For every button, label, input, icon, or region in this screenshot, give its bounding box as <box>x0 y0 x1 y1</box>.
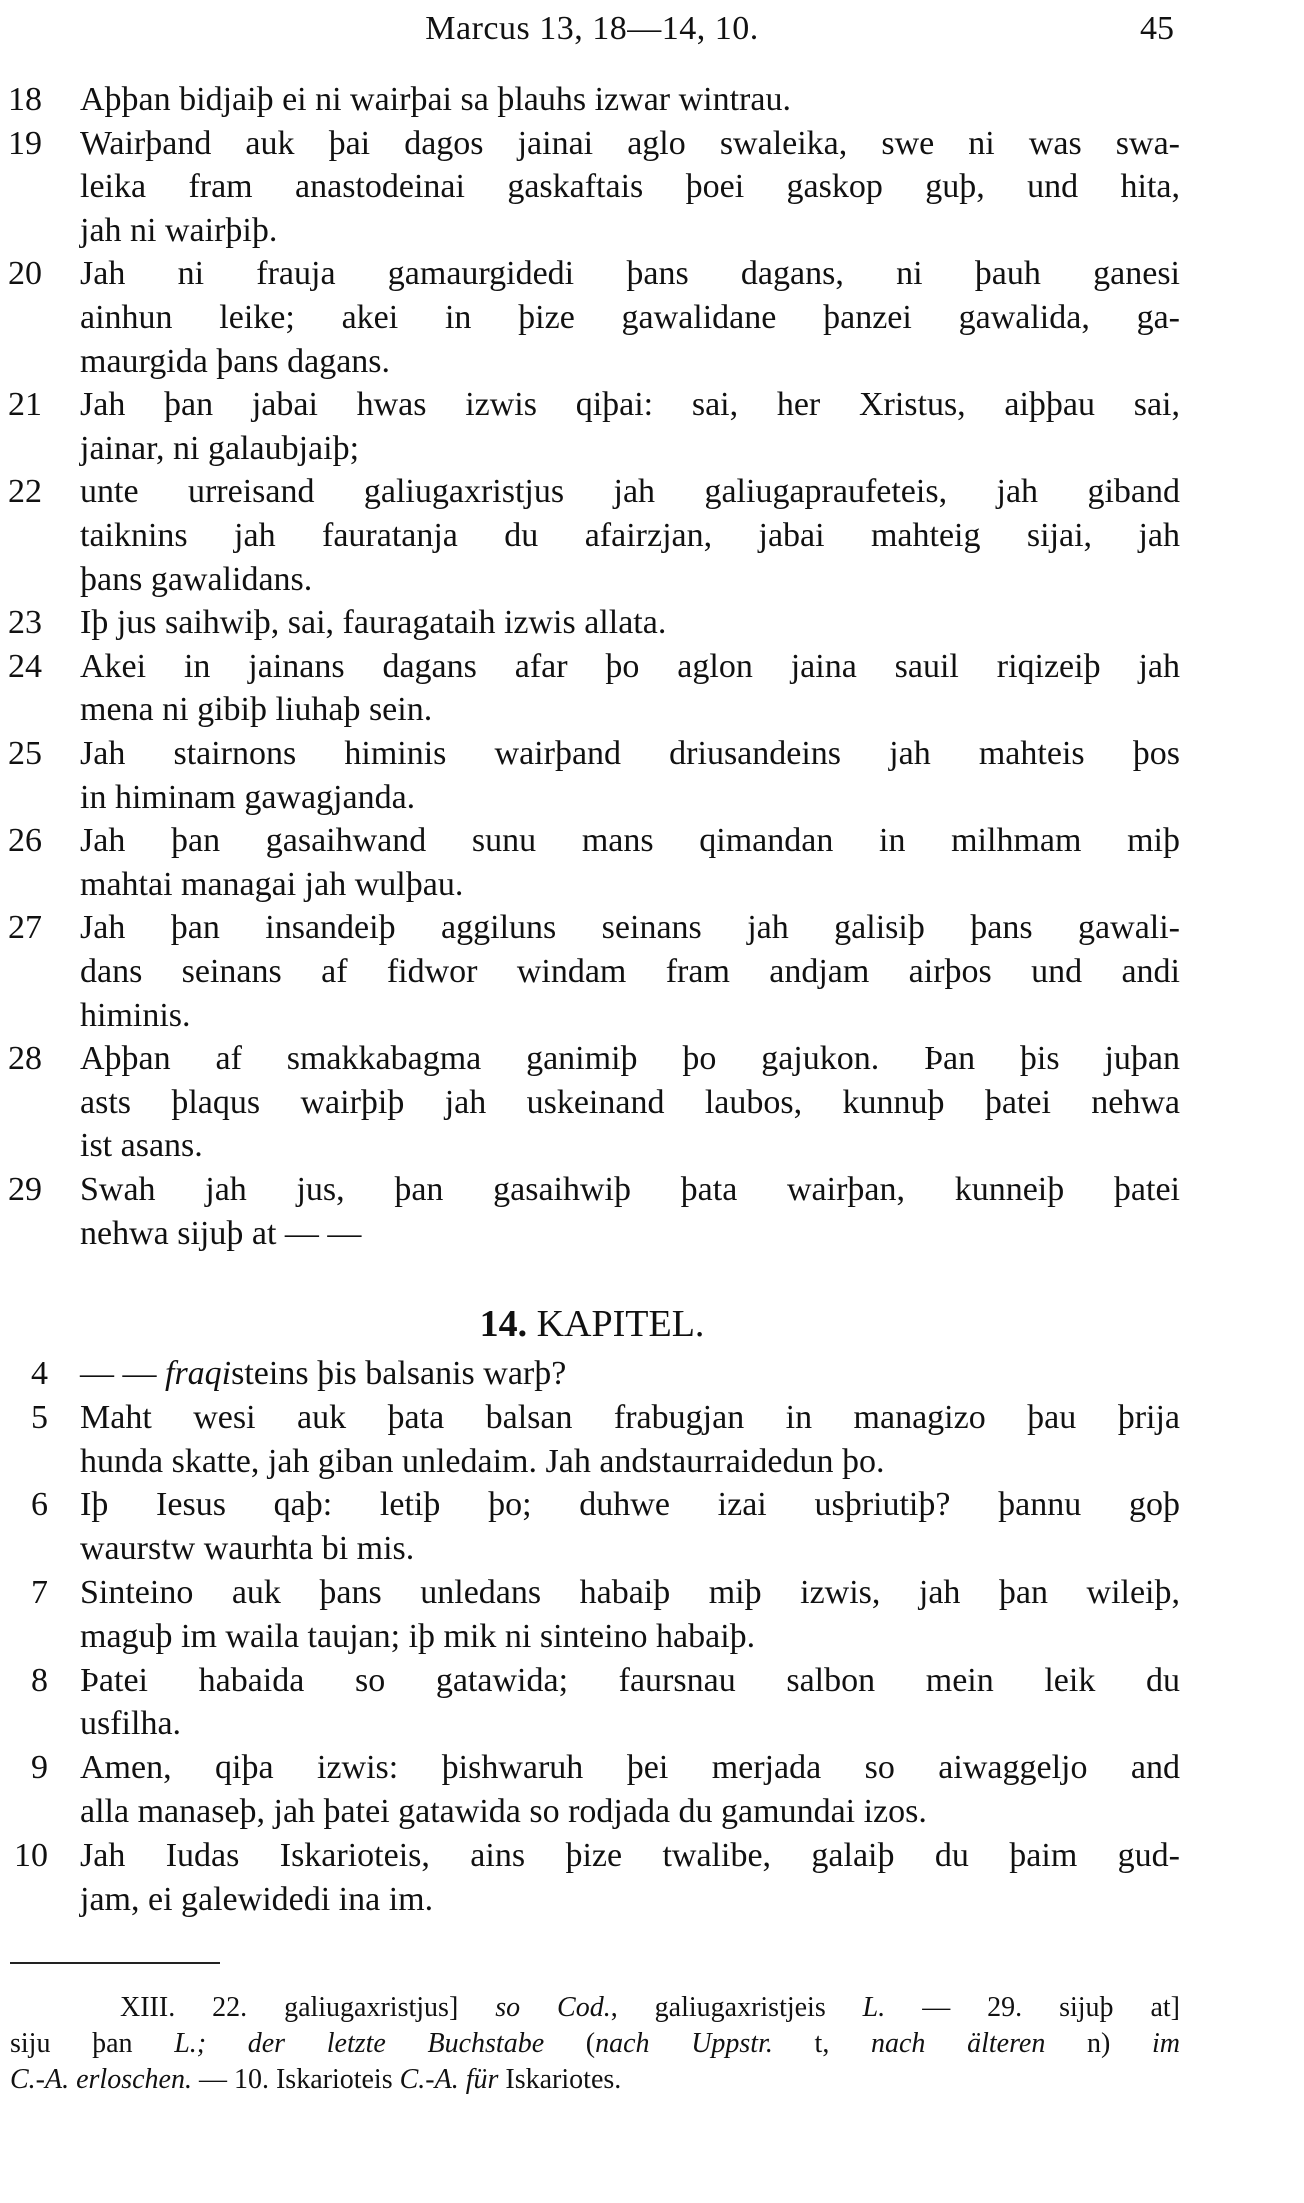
verse-line <box>0 122 1304 166</box>
verse-line <box>0 1615 1304 1659</box>
verse-text: Wairþand auk þai dagos jainai aglo swaleika, swe ni was swa- <box>80 124 1180 162</box>
verse-text: leika fram anastodeinai gaskaftais þoei gaskop guþ, und hita, <box>80 168 1180 206</box>
verse-text: unte urreisand galiugaxristjus jah galiugapraufeteis, jah giband <box>80 473 1180 511</box>
verse-text: Amen, qiþa izwis: þishwaruh þei merjada so aiwaggeljo and <box>80 1749 1180 1787</box>
verse-line <box>0 776 1304 820</box>
verse-number: 19 <box>8 124 42 162</box>
verse-line <box>0 1571 1304 1615</box>
verse-text: Sinteino auk þans unledans habaiþ miþ izwis, jah þan wileiþ, <box>80 1574 1180 1611</box>
verse-text: jainar, ni galaubjaiþ; <box>80 429 360 467</box>
verse-text: jam, ei galewidedi ina im. <box>80 1880 434 1918</box>
verse-line <box>0 732 1304 776</box>
verse-number: 28 <box>8 1040 42 1078</box>
verse-number: 4 <box>31 1355 48 1392</box>
verse-line <box>0 165 1304 209</box>
verse-line <box>0 906 1304 950</box>
verse-number: 22 <box>8 473 42 511</box>
verse-text: himinis. <box>80 996 191 1034</box>
verse-line <box>0 1352 1304 1396</box>
verse-text: Akei in jainans dagans afar þo aglon jaina sauil riqizeiþ jah <box>80 647 1180 685</box>
verse-line <box>0 470 1304 514</box>
verse-line <box>0 994 1304 1038</box>
verse-line <box>0 252 1304 296</box>
verse-text: Aþþan af smakkabagma ganimiþ þo gajukon. Þan þis juþan <box>80 1040 1180 1078</box>
verse-text: ainhun leike; akei in þize gawalidane þanzei gawalida, ga- <box>80 299 1180 336</box>
verse-number: 7 <box>31 1574 48 1611</box>
verse-line <box>0 1527 1304 1571</box>
verse-number: 27 <box>8 909 42 947</box>
verse-line <box>0 688 1304 732</box>
verse-line <box>0 1440 1304 1484</box>
verse-text: taiknins jah fauratanja du afairzjan, jabai mahteig sijai, jah <box>80 517 1180 554</box>
verse-text: Jah Iudas Iskarioteis, ains þize twalibe, galaiþ du þaim gud- <box>80 1836 1180 1874</box>
verse-text: Iþ Iesus qaþ: letiþ þo; duhwe izai usþriutiþ? þannu goþ <box>80 1486 1180 1524</box>
verse-text: Jah þan insandeiþ aggiluns seinans jah galisiþ þans gawali- <box>80 909 1180 947</box>
verse-text: usfilha. <box>80 1705 182 1743</box>
verse-number: 29 <box>8 1171 42 1208</box>
verse-line <box>0 1878 1304 1922</box>
footnote-divider <box>10 1962 220 1964</box>
verse-text: dans seinans af fidwor windam fram andjam airþos und andi <box>80 953 1180 990</box>
header-title: Marcus 13, 18—14, 10. <box>425 10 759 47</box>
verse-text: alla manaseþ, jah þatei gatawida so rodjada du gamundai izos. <box>80 1793 927 1830</box>
verse-text: Aþþan bidjaiþ ei ni wairþai sa þlauhs izwar wintrau. <box>80 81 791 118</box>
verse-line <box>0 863 1304 907</box>
verse-line <box>0 296 1304 340</box>
verse-text: Jah ni frauja gamaurgidedi þans dagans, ni þauh ganesi <box>80 255 1180 293</box>
footnote-line: XIII. 22. galiugaxristjus] so Cod., galiugaxristjeis L. — 29. sijuþ at] <box>120 1992 1180 2023</box>
verse-text: Jah þan jabai hwas izwis qiþai: sai, her Xristus, aiþþau sai, <box>80 386 1180 424</box>
verse-number: 9 <box>31 1749 48 1787</box>
verse-line <box>0 514 1304 558</box>
verse-line <box>0 1037 1304 1081</box>
verse-text: mena ni gibiþ liuhaþ sein. <box>80 691 433 729</box>
verse-line <box>0 1168 1304 1212</box>
verse-line <box>0 950 1304 994</box>
footnote-line: C.-A. erloschen. — 10. Iskarioteis C.-A. für Iskariotes. <box>10 2064 622 2095</box>
verse-text: Swah jah jus, þan gasaihwiþ þata wairþan, kunneiþ þatei <box>80 1171 1180 1208</box>
verse-text: Jah þan gasaihwand sunu mans qimandan in milhmam miþ <box>80 822 1180 860</box>
verse-text: hunda skatte, jah giban unledaim. Jah andstaurraidedun þo. <box>80 1442 885 1480</box>
verse-text: Iþ jus saihwiþ, sai, fauragataih izwis allata. <box>80 604 667 642</box>
verse-line <box>0 558 1304 602</box>
verse-line <box>0 427 1304 471</box>
verse-line <box>0 78 1304 122</box>
verse-line <box>0 1659 1304 1703</box>
verse-line <box>0 645 1304 689</box>
verse-text: jah ni wairþiþ. <box>80 211 278 249</box>
verse-line <box>0 1081 1304 1125</box>
verse-line <box>0 1483 1304 1527</box>
verse-line <box>0 383 1304 427</box>
verse-text: in himinam gawagjanda. <box>80 778 416 816</box>
verse-text: waurstw waurhta bi mis. <box>80 1530 415 1568</box>
verse-line <box>0 1124 1304 1168</box>
page-number: 45 <box>1140 10 1174 47</box>
verse-number: 20 <box>8 255 42 293</box>
running-header <box>0 4 1304 54</box>
verse-text: nehwa sijuþ at — — <box>80 1214 362 1252</box>
verse-text: Þatei habaida so gatawida; faursnau salbon mein leik du <box>80 1661 1180 1699</box>
footnote-line: siju þan L.; der letzte Buchstabe (nach Uppstr. t, nach älteren n) im <box>10 2028 1180 2059</box>
verse-number: 18 <box>8 81 42 118</box>
verse-line <box>0 1702 1304 1746</box>
verse-text: — — fraqisteins þis balsanis warþ? <box>80 1355 567 1392</box>
verse-line <box>0 819 1304 863</box>
chapter-number: 14. <box>479 1303 528 1345</box>
verse-text: asts þlaqus wairþiþ jah uskeinand laubos, kunnuþ þatei nehwa <box>80 1083 1180 1121</box>
verse-text: Maht wesi auk þata balsan frabugjan in managizo þau þrija <box>80 1398 1180 1436</box>
verse-line <box>0 601 1304 645</box>
verse-text: Jah stairnons himinis wairþand driusandeins jah mahteis þos <box>80 735 1180 772</box>
verse-number: 10 <box>14 1836 48 1874</box>
verse-number: 24 <box>8 647 42 685</box>
verse-number: 6 <box>31 1486 48 1524</box>
verse-line <box>0 1212 1304 1256</box>
verse-number: 21 <box>8 386 42 424</box>
verse-line <box>0 1790 1304 1834</box>
verse-text: ist asans. <box>80 1127 203 1165</box>
verse-text: þans gawalidans. <box>80 560 313 598</box>
verse-line <box>0 1396 1304 1440</box>
verse-text: mahtai managai jah wulþau. <box>80 865 464 903</box>
verse-line <box>0 1746 1304 1790</box>
verse-number: 26 <box>8 822 42 860</box>
verse-line <box>0 340 1304 384</box>
verse-number: 25 <box>8 735 42 772</box>
verse-line <box>0 1834 1304 1878</box>
verse-number: 5 <box>31 1398 48 1436</box>
verse-number: 23 <box>8 604 42 642</box>
verse-number: 8 <box>31 1661 48 1699</box>
chapter-label: KAPITEL. <box>536 1303 705 1345</box>
chapter-heading <box>0 1302 1304 1346</box>
verse-text: maurgida þans dagans. <box>80 342 391 380</box>
verse-text: maguþ im waila taujan; iþ mik ni sinteino habaiþ. <box>80 1617 756 1655</box>
verse-line <box>0 209 1304 253</box>
